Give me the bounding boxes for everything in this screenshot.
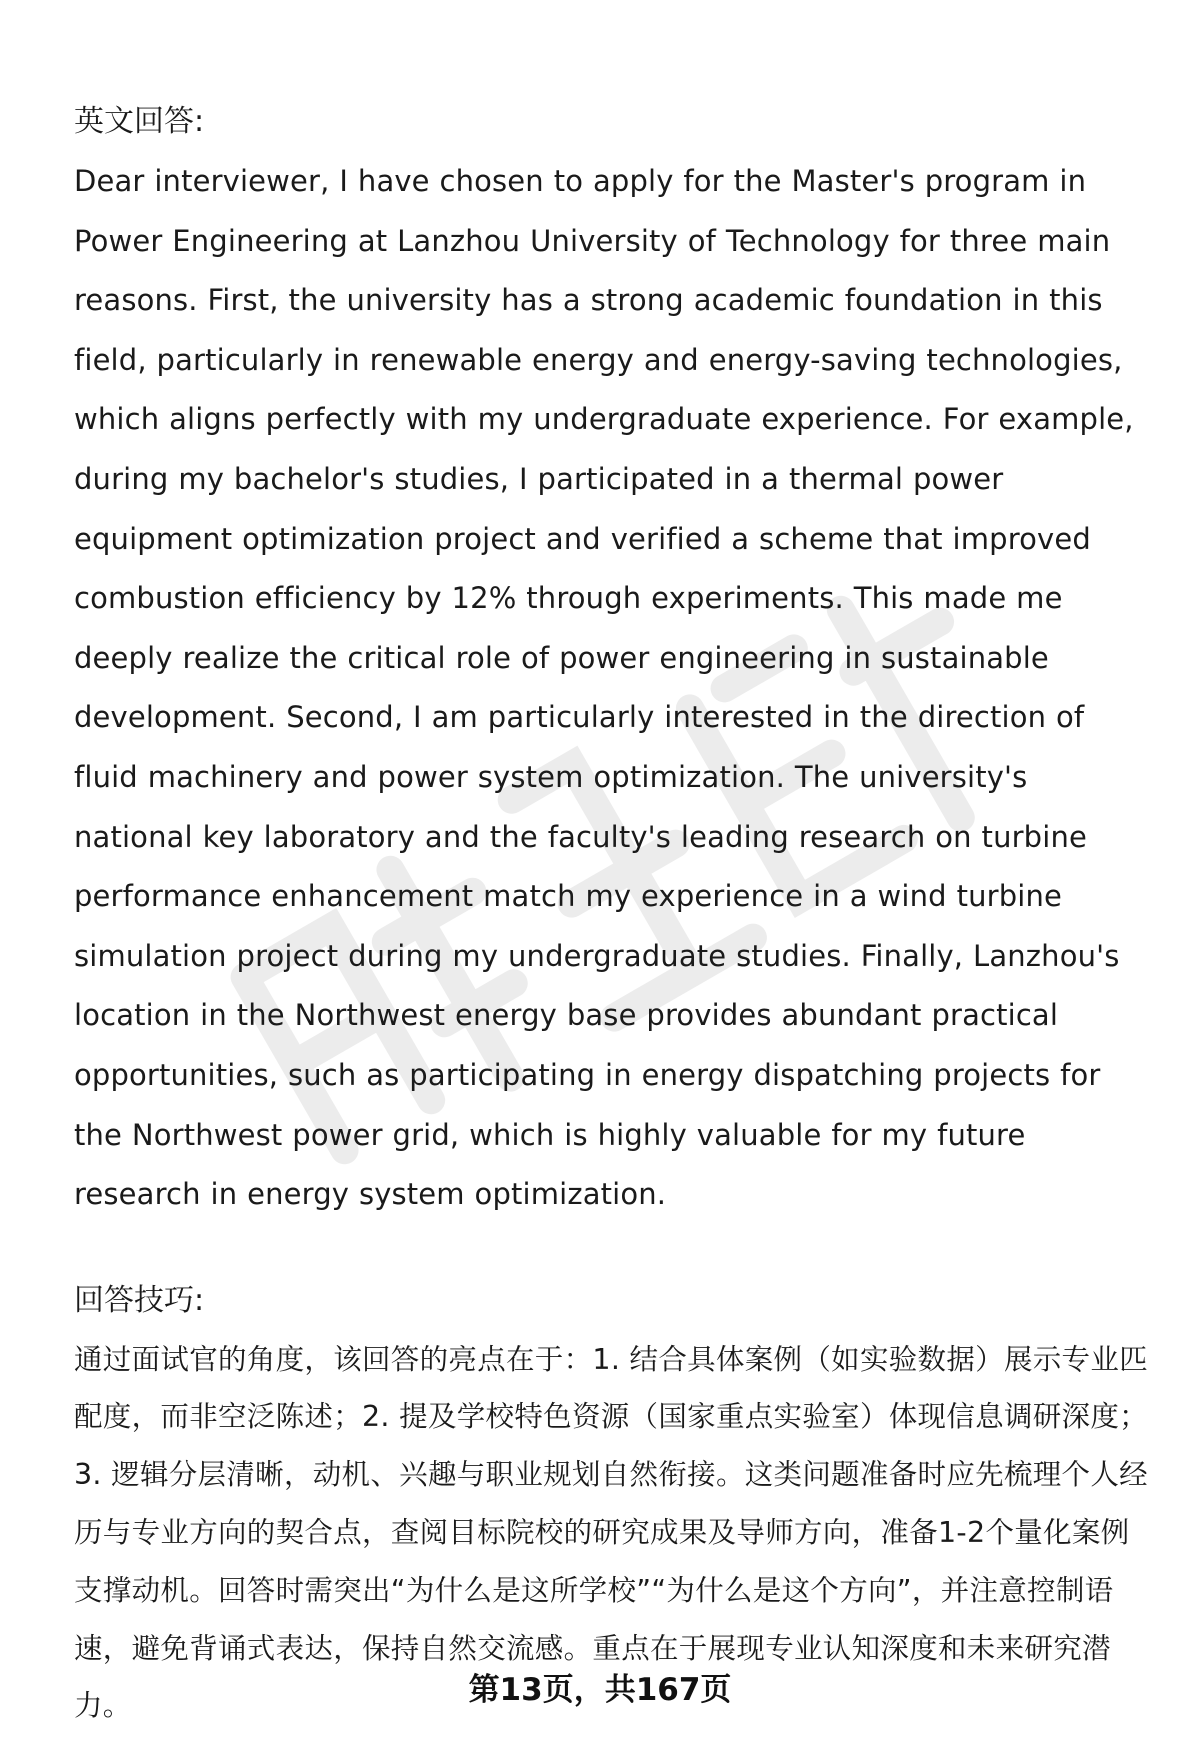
page-number: 第13页，共167页 bbox=[468, 1672, 732, 1708]
answer-tips-text: 通过面试官的角度，该回答的亮点在于：1. 结合具体案例（如实验数据）展示专业匹配度，而非空泛陈述；2. 提及学校特色资源（国家重点实验室）体现信息调研深度；3. 逻辑分层清晰，动机、兴趣与职业规划自然衔接。这类问题准备时应先梳理个人经历与专业方向的契合点，查阅目标院校的研究成果及导师方向，准备1-2个量化案例支撑动机。回答时需突出“为什么是这所学校”“为什么是这个方向”，并注意控制语速，避免背诵式表达，保持自然交流感。重点在于展现专业认知深度和未来研究潜力。 bbox=[74, 1342, 1148, 1723]
english-answer-label: 英文回答: bbox=[74, 104, 205, 139]
answer-tips-label: 回答技巧: bbox=[74, 1282, 205, 1318]
page-content bbox=[74, 92, 1154, 1735]
section-spacer bbox=[74, 1225, 1154, 1271]
english-answer-text: Dear interviewer, I have chosen to apply for the Master's program in Power Engineering at Lanzhou University of Technology for three main reasons. First, the university has a strong academic foundation in this field, particularly in renewable energy and energy-saving technologies, which aligns perfectly with my undergraduate experience. For example, during my bachelor's studies, I participated in a thermal power equipment optimization project and verified a scheme that improved combustion efficiency by 12% through experiments. This made me deeply realize the critical role of power engineering in sustainable development. Second, I am particularly interested in the direction of fluid machinery and power system optimization. The university's national key laboratory and the faculty's leading research on turbine performance enhancement match my experience in a wind turbine simulation project during my undergraduate studies. Finally, Lanzhou's location in the Northwest energy base provides abundant practical opportunities, such as participating in energy dispatching projects for the Northwest power grid, which is highly valuable for my future research in energy system optimization. bbox=[74, 164, 1134, 1212]
